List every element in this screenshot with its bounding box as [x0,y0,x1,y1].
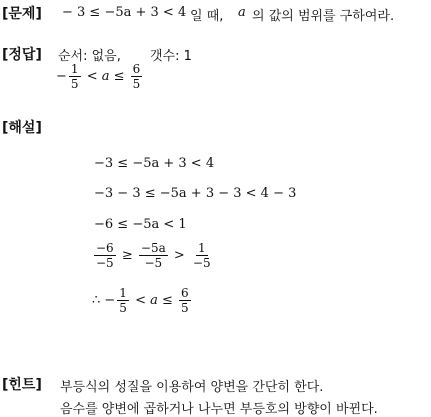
solution-step-1: −3 ≤ −5a + 3 < 4 [94,156,215,171]
step5-middle: < a ≤ [135,293,173,308]
fraction-denominator: −5 [96,256,114,270]
fraction-numerator: 1 [197,241,206,255]
fraction-denominator: −5 [144,256,163,270]
step4-fraction-1 [94,241,116,270]
fraction-numerator: −6 [96,241,114,255]
fraction-denominator: 5 [181,301,189,315]
fraction-denominator: −5 [192,256,211,270]
problem-label: [문제] [2,6,42,22]
problem-text-before: 일 때, [190,9,224,24]
hint-label: [힌트] [2,377,42,393]
fraction-numerator: 6 [181,286,189,300]
answer-upper-fraction [131,62,143,91]
answer-inequality [56,62,144,91]
solution-label: [해설] [2,120,42,136]
problem-expression: − 3 ≤ −5a + 3 < 4 [62,5,187,20]
problem-variable: a [238,5,246,20]
answer-label: [정답] [2,47,42,63]
fraction-denominator: 5 [119,301,127,315]
fraction-numerator: −5a [140,241,166,255]
solution-step-2: −3 − 3 ≤ −5a + 3 − 3 < 4 − 3 [94,186,297,201]
fraction-numerator: 6 [132,62,141,76]
hint-line-1: 부등식의 성질을 이용하여 양변을 간단히 한다. [60,380,324,395]
step4-fraction-3 [191,241,213,270]
step5-fraction-2 [179,286,191,315]
solution-step-3: −6 ≤ −5a < 1 [94,217,187,232]
problem-text-after: 의 값의 범위를 구하여라. [252,9,395,24]
fraction-numerator: 1 [70,62,79,76]
step5-prefix: ∴ − [92,293,116,308]
answer-count: 갯수: 1 [150,49,192,64]
solution-step-5 [92,286,193,315]
answer-minus-sign: − [56,69,67,84]
fraction-denominator: 5 [70,77,79,91]
step4-operator-2: > [173,248,185,263]
answer-middle: < a ≤ [86,69,125,84]
solution-step-4 [92,241,215,270]
fraction-denominator: 5 [132,77,141,91]
fraction-numerator: 1 [119,286,127,300]
hint-line-2: 음수를 양변에 곱하거나 나누면 부등호의 방향이 바뀐다. [60,402,378,417]
step4-fraction-2 [139,241,168,270]
step5-fraction-1 [117,286,129,315]
answer-order: 순서: 없음, [58,49,121,64]
step4-operator-1: ≥ [121,248,133,263]
answer-lower-fraction [69,62,81,91]
